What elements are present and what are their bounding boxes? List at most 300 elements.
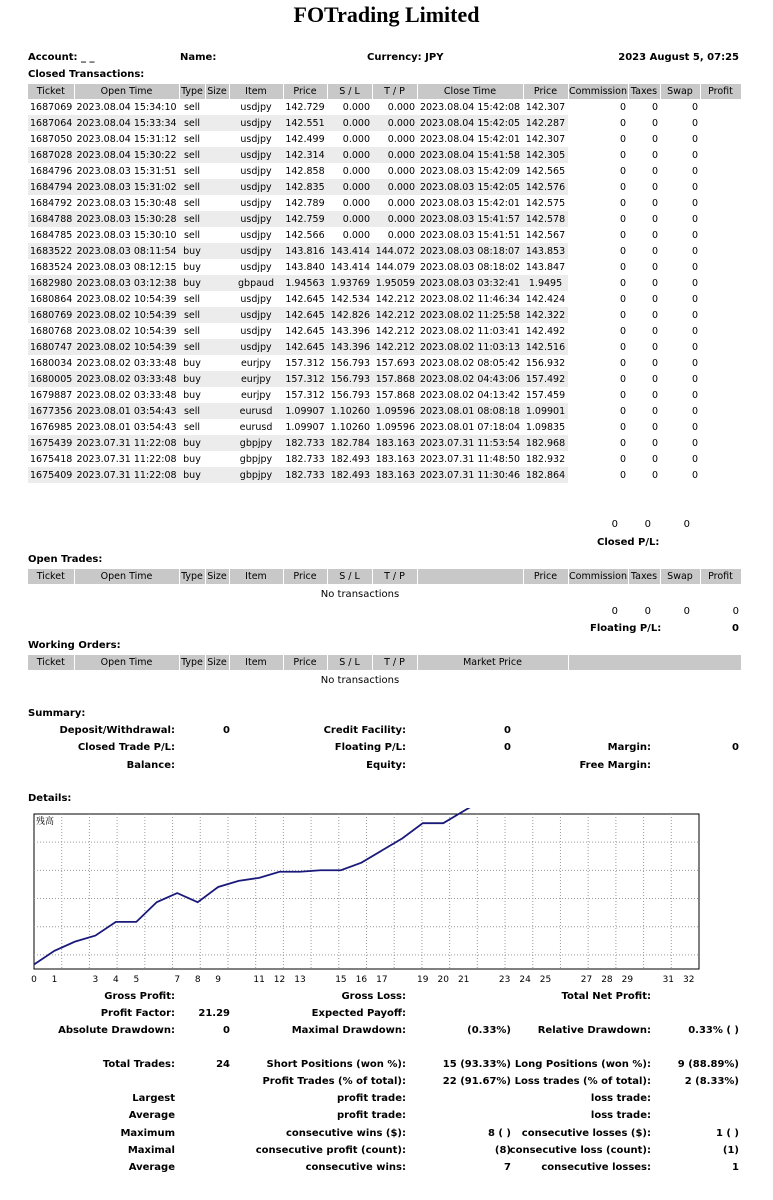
table-cell: eurusd <box>229 403 283 419</box>
equity-label: Equity: <box>366 760 406 771</box>
table-cell: 0 <box>619 277 626 289</box>
column-header: Price <box>283 84 327 99</box>
table-cell <box>205 179 229 195</box>
table-cell <box>700 435 741 451</box>
table-row <box>28 163 741 179</box>
table-cell: 2023.08.02 03:33:48 <box>76 357 177 369</box>
table-cell: 0 <box>691 373 698 385</box>
long-positions-label: Long Positions (won %): <box>514 1059 651 1070</box>
table-cell: 2023.08.01 03:54:43 <box>76 421 177 433</box>
column-header: Profit <box>700 84 741 99</box>
max-consecutive-wins-value: 8 ( ) <box>487 1128 511 1139</box>
average-consecutive-losses-value: 1 <box>732 1162 739 1173</box>
open-trades-heading: Open Trades: <box>28 554 103 565</box>
gross-loss-label: Gross Loss: <box>341 991 406 1002</box>
table-cell: 0 <box>619 469 626 481</box>
table-cell: 0 <box>619 389 626 401</box>
table-cell: usdjpy <box>229 243 283 259</box>
table-cell: 142.307 <box>525 133 566 145</box>
table-cell: 2023.08.02 11:03:41 <box>419 325 521 337</box>
table-cell: 142.576 <box>523 179 568 195</box>
column-header: T / P <box>372 569 417 584</box>
table-cell: 2023.07.31 11:48:50 <box>419 453 521 465</box>
table-cell: 0 <box>691 405 698 417</box>
table-cell: 182.733 <box>283 467 327 483</box>
table-cell <box>205 355 229 371</box>
table-cell: sell <box>183 293 201 305</box>
table-cell: 142.307 <box>525 101 566 113</box>
table-row <box>28 467 741 483</box>
table-row <box>28 291 741 307</box>
maximum-label: Maximum <box>120 1128 175 1139</box>
table-cell: 2023.08.04 15:41:58 <box>417 147 523 163</box>
table-cell: 143.414 <box>327 243 372 259</box>
table-cell: 156.932 <box>525 357 566 369</box>
summary-heading: Summary: <box>28 708 86 719</box>
table-row <box>28 195 741 211</box>
table-cell: 142.212 <box>372 339 417 355</box>
table-cell: 0 <box>651 437 658 449</box>
table-row <box>28 419 741 435</box>
table-cell: 1679887 <box>30 389 73 401</box>
column-header: Size <box>205 655 229 670</box>
x-tick-label: 16 <box>355 975 368 985</box>
table-cell: 1680769 <box>28 307 74 323</box>
x-tick-label: 28 <box>601 975 613 985</box>
table-cell: 0 <box>651 373 658 385</box>
table-cell: 0 <box>619 357 626 369</box>
table-cell: 0 <box>651 453 658 465</box>
table-cell: 1687069 <box>30 101 73 113</box>
table-cell: 1684788 <box>28 211 74 227</box>
column-header: Taxes <box>628 84 660 99</box>
table-cell: 0 <box>619 293 626 305</box>
table-cell: 157.693 <box>375 357 415 369</box>
table-cell: 1.09907 <box>283 403 327 419</box>
table-cell: sell <box>179 307 205 323</box>
closed-total-taxes: 0 <box>644 519 651 530</box>
table-cell: 2023.08.02 10:54:39 <box>74 307 179 323</box>
x-tick-label: 4 <box>112 975 119 985</box>
table-cell: sell <box>179 115 205 131</box>
average-loss-trade-label: loss trade: <box>590 1110 651 1121</box>
table-cell: 0 <box>691 357 698 369</box>
table-cell: 157.312 <box>285 357 325 369</box>
table-cell: 157.459 <box>525 389 566 401</box>
table-cell: 2023.08.02 11:03:13 <box>417 339 523 355</box>
average-consecutive-label: Average <box>128 1162 175 1173</box>
relative-drawdown-value: 0.33% ( ) <box>688 1025 739 1036</box>
table-cell: 0.000 <box>342 197 370 209</box>
table-cell: 142.645 <box>285 325 325 337</box>
maximal-drawdown-label: Maximal Drawdown: <box>291 1025 406 1036</box>
table-cell <box>700 259 741 275</box>
table-cell: 142.516 <box>523 339 568 355</box>
table-cell <box>205 307 229 323</box>
open-total-profit: 0 <box>732 606 739 617</box>
floating-pl-summary-label: Floating P/L: <box>334 742 406 753</box>
table-cell: eurusd <box>239 421 273 433</box>
table-cell <box>205 467 229 483</box>
closed-total-commission: 0 <box>611 519 618 530</box>
table-cell: 0 <box>619 261 626 273</box>
table-cell <box>205 435 229 451</box>
table-cell: 0 <box>691 181 698 193</box>
table-cell: 2023.08.04 15:33:34 <box>74 115 179 131</box>
table-cell: 0 <box>619 325 626 337</box>
closed-transactions-table <box>28 84 742 483</box>
table-cell: 0 <box>651 277 658 289</box>
table-cell: 2023.08.01 08:08:18 <box>417 403 523 419</box>
table-cell: 0 <box>651 469 658 481</box>
max-consecutive-losses-label: consecutive losses ($): <box>521 1128 651 1139</box>
table-cell: 0 <box>651 405 658 417</box>
column-header: Type <box>179 569 205 584</box>
table-cell <box>205 387 229 403</box>
table-cell <box>205 419 229 435</box>
column-header: Open Time <box>74 655 179 670</box>
table-cell: 142.565 <box>525 165 566 177</box>
table-cell: 142.551 <box>283 115 327 131</box>
table-cell: 2023.08.03 15:42:01 <box>419 197 521 209</box>
column-header: Close Time <box>417 84 523 99</box>
table-cell: 0 <box>691 101 698 113</box>
table-row <box>28 211 741 227</box>
report-datetime: 2023 August 5, 07:25 <box>618 52 739 63</box>
table-cell: usdjpy <box>240 261 272 273</box>
table-cell <box>700 243 741 259</box>
table-cell: 1.94563 <box>283 275 327 291</box>
table-cell: sell <box>183 133 201 145</box>
x-tick-label: 3 <box>92 975 99 985</box>
table-cell: 156.793 <box>327 371 372 387</box>
table-cell <box>700 131 741 147</box>
closed-trade-pl-label: Closed Trade P/L: <box>77 742 175 753</box>
table-cell: 0.000 <box>387 197 415 209</box>
table-cell: 0.000 <box>387 165 415 177</box>
free-margin-label: Free Margin: <box>579 760 651 771</box>
table-cell: 143.847 <box>525 261 566 273</box>
floating-pl-value: 0 <box>732 623 739 634</box>
table-cell: 0 <box>691 469 698 481</box>
table-row <box>28 371 741 387</box>
table-cell: 2023.07.31 11:22:08 <box>76 453 177 465</box>
open-total-swap: 0 <box>683 606 690 617</box>
table-cell <box>205 227 229 243</box>
deposit-label: Deposit/Withdrawal: <box>59 725 175 736</box>
table-cell: 1684796 <box>30 165 73 177</box>
x-tick-label: 20 <box>437 975 449 985</box>
table-cell: 2023.08.03 15:30:28 <box>74 211 179 227</box>
table-cell: 142.212 <box>375 293 415 305</box>
table-cell: 2023.08.03 08:18:02 <box>419 261 521 273</box>
table-cell: 0 <box>651 213 658 225</box>
table-cell: 183.163 <box>372 435 417 451</box>
table-cell: 2023.08.03 15:30:10 <box>76 229 177 241</box>
table-cell: 0 <box>619 245 626 257</box>
table-cell: sell <box>183 325 201 337</box>
x-tick-label: 29 <box>621 975 634 985</box>
table-cell: 0 <box>651 133 658 145</box>
chart-title: 残高 <box>36 817 55 827</box>
table-cell: 0.000 <box>342 133 370 145</box>
table-cell: usdjpy <box>240 293 272 305</box>
table-cell: 2023.08.03 15:42:09 <box>419 165 521 177</box>
margin-label: Margin: <box>607 742 651 753</box>
name-label: Name: <box>180 52 217 63</box>
table-cell <box>205 291 229 307</box>
table-cell <box>700 323 741 339</box>
table-cell: 0.000 <box>327 147 372 163</box>
table-cell: usdjpy <box>229 307 283 323</box>
table-cell <box>205 163 229 179</box>
table-cell: 1680005 <box>28 371 74 387</box>
table-cell: 142.789 <box>285 197 325 209</box>
table-cell: buy <box>179 467 205 483</box>
table-cell: 0 <box>691 149 698 161</box>
table-cell: 182.733 <box>285 453 325 465</box>
column-header: Profit <box>700 569 741 584</box>
table-cell: 0.000 <box>372 115 417 131</box>
table-cell <box>700 147 741 163</box>
table-cell <box>700 195 741 211</box>
table-cell: 1675409 <box>28 467 74 483</box>
table-cell: 142.322 <box>523 307 568 323</box>
table-cell <box>205 195 229 211</box>
table-cell: 0 <box>619 341 626 353</box>
table-cell: 2023.08.02 03:33:48 <box>76 389 177 401</box>
table-cell: 2023.08.02 03:33:48 <box>74 371 179 387</box>
table-cell <box>700 163 741 179</box>
profit-trades-label: Profit Trades (% of total): <box>262 1076 406 1087</box>
table-cell: 2023.07.31 11:30:46 <box>417 467 523 483</box>
table-cell: 0 <box>691 421 698 433</box>
maximal-label: Maximal <box>127 1145 175 1156</box>
column-header: S / L <box>327 569 372 584</box>
table-cell <box>700 451 741 467</box>
table-cell: 1687028 <box>28 147 74 163</box>
table-row <box>28 115 741 131</box>
table-cell: 1684794 <box>28 179 74 195</box>
column-header: T / P <box>372 84 417 99</box>
table-cell: 0.000 <box>327 115 372 131</box>
table-cell: 0 <box>651 309 658 321</box>
table-cell <box>700 115 741 131</box>
table-cell <box>700 227 741 243</box>
table-cell <box>205 99 229 115</box>
credit-value: 0 <box>504 725 511 736</box>
table-cell: 182.493 <box>330 453 370 465</box>
profit-factor-value: 21.29 <box>198 1008 230 1019</box>
average-consecutive-losses-label: consecutive losses: <box>541 1162 651 1173</box>
table-cell: 1684785 <box>30 229 73 241</box>
table-cell: 143.396 <box>327 339 372 355</box>
table-cell: 0.000 <box>342 165 370 177</box>
working-orders-heading: Working Orders: <box>28 640 121 651</box>
table-cell: 142.305 <box>523 147 568 163</box>
table-cell <box>205 275 229 291</box>
table-cell: 0 <box>691 213 698 225</box>
table-cell: 0.000 <box>327 179 372 195</box>
open-total-commission: 0 <box>611 606 618 617</box>
column-header: S / L <box>327 655 372 670</box>
total-net-profit-label: Total Net Profit: <box>561 991 651 1002</box>
table-cell: 157.492 <box>523 371 568 387</box>
table-row <box>28 147 741 163</box>
table-cell: 0 <box>691 309 698 321</box>
table-cell: 0.000 <box>387 133 415 145</box>
balance-chart <box>0 808 773 993</box>
table-cell: usdjpy <box>240 197 272 209</box>
table-cell <box>700 275 741 291</box>
table-cell: 0 <box>651 341 658 353</box>
table-cell: 2023.07.31 11:22:08 <box>74 435 179 451</box>
table-cell: 157.312 <box>283 371 327 387</box>
x-tick-label: 32 <box>683 975 695 985</box>
gross-profit-label: Gross Profit: <box>104 991 175 1002</box>
table-cell: sell <box>183 165 201 177</box>
table-cell: 1.09901 <box>523 403 568 419</box>
table-cell: 143.414 <box>330 261 370 273</box>
table-cell: sell <box>183 197 201 209</box>
relative-drawdown-label: Relative Drawdown: <box>537 1025 651 1036</box>
column-header: Commission <box>569 86 627 97</box>
x-tick-label: 21 <box>457 975 470 985</box>
column-header: Ticket <box>28 655 74 670</box>
table-cell: sell <box>179 211 205 227</box>
expected-payoff-label: Expected Payoff: <box>311 1008 406 1019</box>
max-consecutive-wins-label: consecutive wins ($): <box>285 1128 406 1139</box>
table-cell: 143.396 <box>330 325 370 337</box>
average-label: Average <box>128 1110 175 1121</box>
table-cell: 2023.08.02 08:05:42 <box>419 357 521 369</box>
table-cell: 2023.08.03 15:31:02 <box>74 179 179 195</box>
table-cell: 2023.08.03 15:31:51 <box>76 165 177 177</box>
table-cell: 2023.08.02 04:13:42 <box>419 389 521 401</box>
table-cell: 2023.07.31 11:22:08 <box>74 467 179 483</box>
max-consecutive-losses-value: 1 ( ) <box>715 1128 739 1139</box>
table-cell: 142.826 <box>327 307 372 323</box>
x-tick-label: 23 <box>498 975 511 985</box>
table-cell <box>700 371 741 387</box>
table-cell: 2023.08.04 15:30:22 <box>74 147 179 163</box>
table-cell: 2023.08.04 15:42:08 <box>419 101 521 113</box>
closed-pl-label: Closed P/L: <box>597 537 660 548</box>
profit-factor-label: Profit Factor: <box>100 1008 175 1019</box>
table-cell: sell <box>183 421 201 433</box>
table-cell: 182.968 <box>523 435 568 451</box>
table-cell: 2023.07.31 11:53:54 <box>417 435 523 451</box>
x-tick-label: 5 <box>133 975 140 985</box>
table-cell: 1.95059 <box>372 275 417 291</box>
table-row <box>28 339 741 355</box>
column-header: Ticket <box>28 84 74 99</box>
table-cell: 0 <box>619 213 626 225</box>
table-cell: 1.09835 <box>525 421 566 433</box>
table-cell: 0 <box>619 421 626 433</box>
table-cell: 143.853 <box>523 243 568 259</box>
table-cell: 1687050 <box>30 133 73 145</box>
table-cell: 1676985 <box>30 421 73 433</box>
table-row <box>28 307 741 323</box>
table-cell <box>700 387 741 403</box>
table-cell: 1.93769 <box>327 275 372 291</box>
table-cell: buy <box>183 389 201 401</box>
table-cell: 2023.08.04 15:34:10 <box>76 101 177 113</box>
maximal-drawdown-value: (0.33%) <box>467 1025 511 1036</box>
table-row <box>28 323 741 339</box>
x-tick-label: 27 <box>580 975 593 985</box>
table-cell: 0.000 <box>387 101 415 113</box>
table-cell: usdjpy <box>229 115 283 131</box>
x-tick-label: 15 <box>335 975 347 985</box>
table-cell: 143.840 <box>285 261 325 273</box>
total-trades-label: Total Trades: <box>102 1059 175 1070</box>
table-cell: 0 <box>619 165 626 177</box>
table-cell: 1675418 <box>30 453 73 465</box>
table-cell: 0 <box>691 165 698 177</box>
column-header: Type <box>179 655 205 670</box>
currency-label: Currency: JPY <box>367 52 444 63</box>
account-label: Account: _ _ <box>28 52 95 63</box>
profit-trades-value: 22 (91.67%) <box>442 1076 511 1087</box>
x-tick-label: 1 <box>51 975 58 985</box>
table-cell: 2023.08.02 11:46:34 <box>419 293 521 305</box>
table-cell: 0 <box>691 389 698 401</box>
table-cell: 0 <box>619 405 626 417</box>
table-cell: buy <box>179 243 205 259</box>
largest-profit-trade-label: profit trade: <box>336 1093 406 1104</box>
table-cell <box>700 403 741 419</box>
table-cell: sell <box>179 179 205 195</box>
table-row <box>28 387 741 403</box>
details-heading: Details: <box>28 793 72 804</box>
table-cell: 0 <box>651 245 658 257</box>
table-cell: 1687064 <box>28 115 74 131</box>
table-cell: gbpjpy <box>229 467 283 483</box>
table-cell: 2023.08.03 08:12:15 <box>76 261 177 273</box>
table-cell: 1.09596 <box>372 403 417 419</box>
table-cell: usdjpy <box>229 339 283 355</box>
table-cell: 1680034 <box>30 357 73 369</box>
table-cell: eurjpy <box>240 389 272 401</box>
table-cell: 0 <box>651 101 658 113</box>
table-cell: 142.567 <box>525 229 566 241</box>
largest-loss-trade-label: loss trade: <box>590 1093 651 1104</box>
column-header: Item <box>229 84 283 99</box>
column-header <box>568 655 741 670</box>
maximal-consecutive-profit-value: (8) <box>494 1145 511 1156</box>
table-cell: 183.163 <box>375 453 415 465</box>
table-cell: 0.000 <box>372 147 417 163</box>
table-cell: 1677356 <box>28 403 74 419</box>
column-header: Price <box>523 84 568 99</box>
table-cell: 1.09907 <box>285 421 325 433</box>
table-cell: buy <box>179 275 205 291</box>
table-cell: 0 <box>691 229 698 241</box>
column-header: Item <box>229 655 283 670</box>
x-tick-label: 24 <box>519 975 531 985</box>
long-positions-value: 9 (88.89%) <box>677 1059 739 1070</box>
table-cell: 142.492 <box>525 325 566 337</box>
table-cell <box>700 211 741 227</box>
table-cell: 142.858 <box>285 165 325 177</box>
x-tick-label: 31 <box>662 975 675 985</box>
table-cell: 1683522 <box>28 243 74 259</box>
maximal-consecutive-profit-label: consecutive profit (count): <box>255 1145 406 1156</box>
table-cell: 142.578 <box>523 211 568 227</box>
table-cell: 1684792 <box>30 197 73 209</box>
